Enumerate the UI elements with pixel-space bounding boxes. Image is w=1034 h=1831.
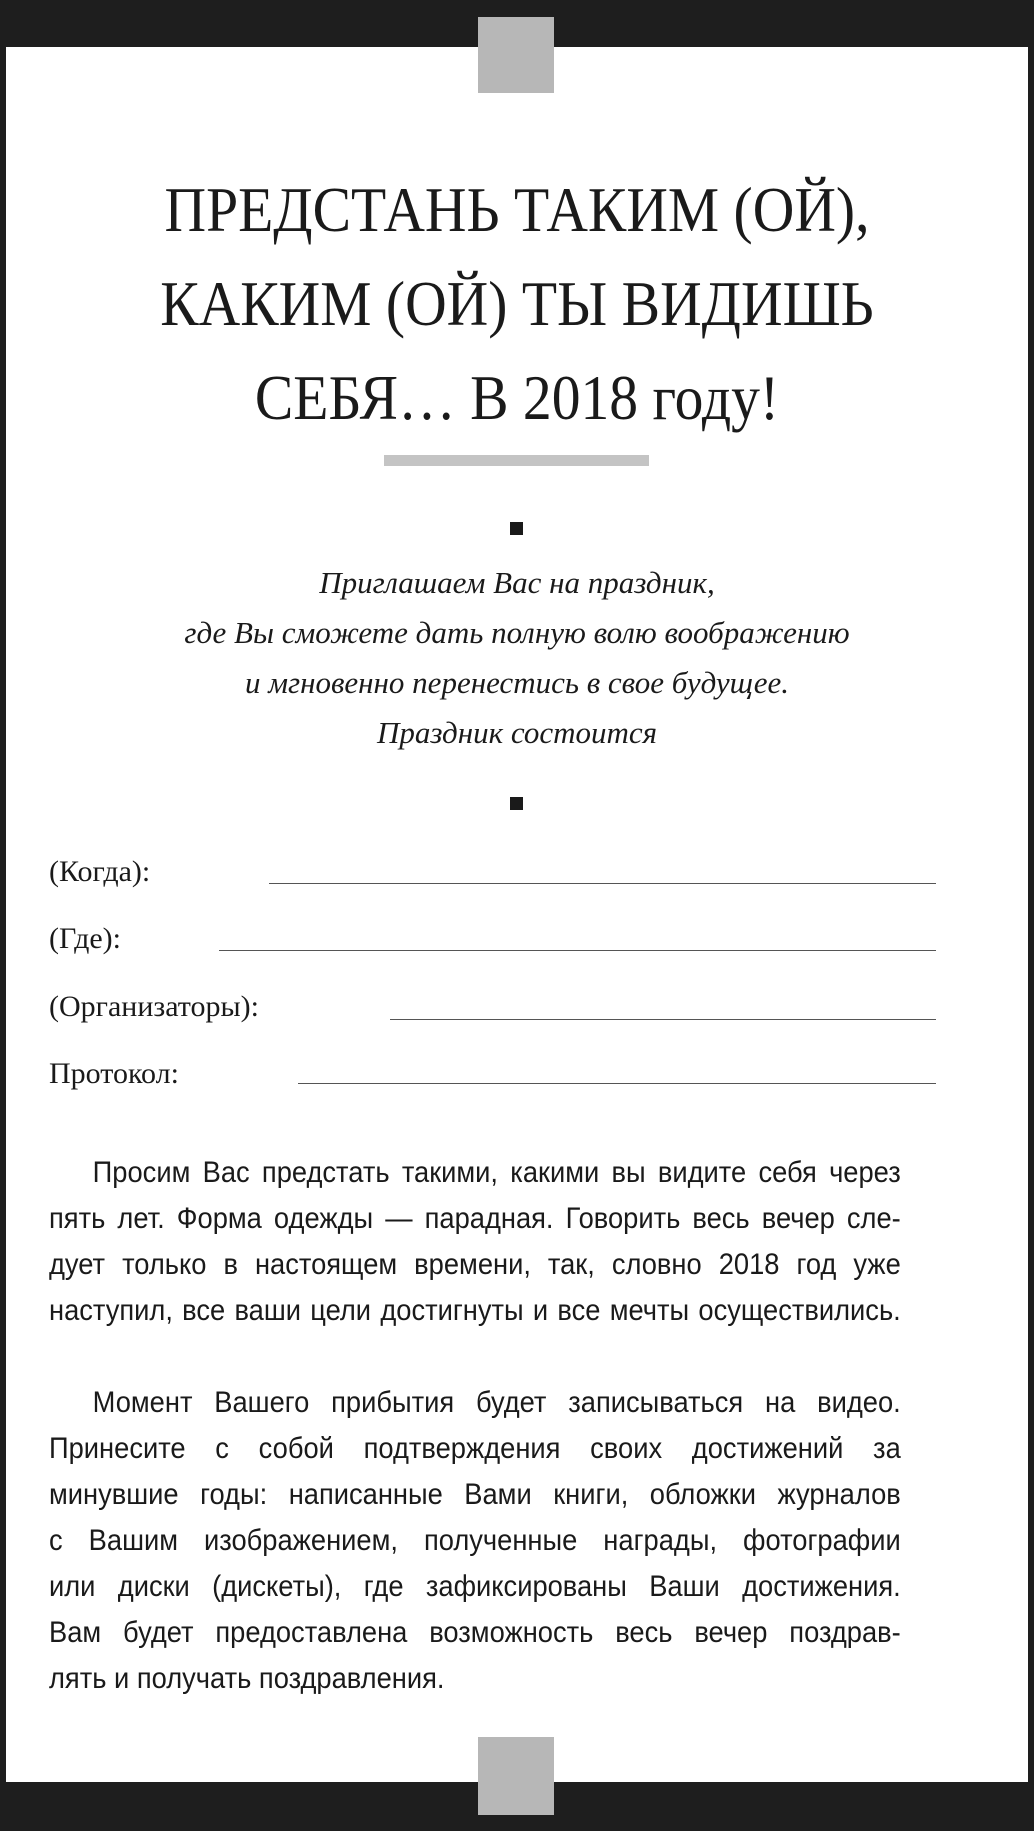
where-fill-line[interactable] <box>219 950 936 951</box>
when-label: (Когда): <box>49 855 151 888</box>
when-field <box>49 850 934 890</box>
invitation-text <box>60 558 974 758</box>
paragraph-line: наступил, все ваши цели достигнуты и все мечты осуществились. <box>49 1294 901 1327</box>
paragraph-line: Просим Вас предстать такими, какими вы видите себя через <box>92 1156 901 1189</box>
left-border <box>0 0 6 1831</box>
invitation-line: Праздник состоится <box>376 715 658 750</box>
right-border <box>1028 0 1034 1831</box>
title-line: СЕБЯ… В 2018 году! <box>254 362 780 433</box>
organizers-fill-line[interactable] <box>390 1019 936 1020</box>
when-fill-line[interactable] <box>269 883 936 884</box>
invitation-line: Приглашаем Вас на праздник, <box>319 565 715 600</box>
square-bullet-icon <box>510 797 523 810</box>
title-line: ПРЕДСТАНЬ ТАКИМ (ОЙ), <box>164 174 870 245</box>
protocol-label: Протокол: <box>49 1057 179 1090</box>
paragraph-line: Вам будет предоставлена возможность весь вечер поздрав- <box>49 1616 901 1649</box>
square-bullet-icon <box>510 522 523 535</box>
paragraph-line: с Вашим изображением, полученные награды, фотографии <box>49 1524 901 1557</box>
paragraph-line: дует только в настоящем времени, так, словно 2018 год уже <box>49 1248 901 1281</box>
organizers-field <box>49 985 934 1025</box>
paragraph-line: или диски (дискеты), где зафиксированы Ваши достижения. <box>49 1570 901 1603</box>
title-line: КАКИМ (ОЙ) ТЫ ВИДИШЬ <box>160 268 874 339</box>
invitation-line: и мгновенно перенестись в свое будущее. <box>244 665 790 700</box>
page-title <box>106 163 929 445</box>
protocol-fill-line[interactable] <box>298 1083 936 1084</box>
instructions-paragraph <box>49 1150 901 1334</box>
arrival-paragraph <box>49 1380 901 1702</box>
paragraph-line: пять лет. Форма одежды — парадная. Говорить весь вечер сле- <box>49 1202 901 1235</box>
bottom-grey-tab <box>478 1737 554 1815</box>
paragraph-line: Принесите с собой подтверждения своих достижений за <box>49 1432 901 1465</box>
protocol-field <box>49 1052 934 1092</box>
where-field <box>49 917 934 957</box>
organizers-label: (Организаторы): <box>49 990 259 1023</box>
invitation-line: где Вы сможете дать полную волю воображению <box>184 615 850 650</box>
paragraph-line: Момент Вашего прибытия будет записываться на видео. <box>92 1386 901 1419</box>
title-divider <box>384 455 649 466</box>
where-label: (Где): <box>49 922 121 955</box>
paragraph-line: минувшие годы: написанные Вами книги, обложки журналов <box>49 1478 901 1511</box>
paragraph-line: лять и получать поздравления. <box>49 1662 445 1695</box>
top-grey-tab <box>478 17 554 93</box>
